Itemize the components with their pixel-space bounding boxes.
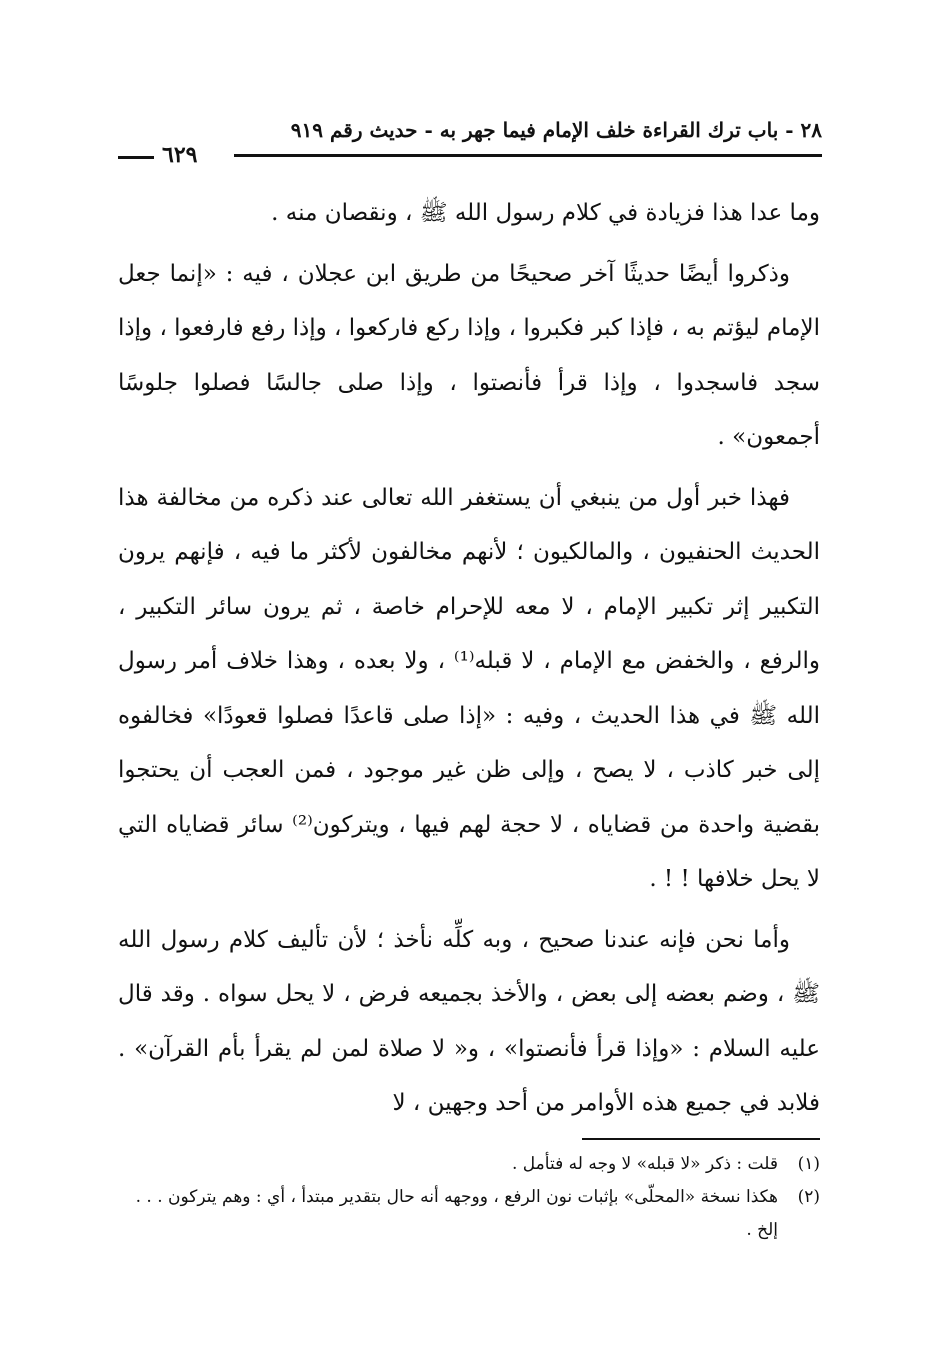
footnote-number: (١): [797, 1154, 820, 1174]
header-rule: [234, 154, 822, 157]
body-text: [118, 186, 820, 1137]
running-header: [118, 118, 822, 166]
footnote-number: (٢): [797, 1187, 820, 1207]
footnote-rule: [582, 1138, 820, 1140]
footnote-2: [118, 1181, 820, 1247]
header-title: ٢٨ - باب ترك القراءة خلف الإمام فيما جهر به - حديث رقم ٩١٩: [290, 118, 822, 142]
paragraph-2: وذكروا أيضًا حديثًا آخر صحيحًا من طريق ابن عجلان ، فيه : «إنما جعل الإمام ليؤتم به ، فإذا كبر فكبروا ، وإذا ركع فاركعوا ، وإذا رفع فارفعوا ، وإذا سجد فاسجدوا ، وإذا قرأ فأنصتوا ، وإذا صلى جالسًا فصلوا جلوسًا أجمعون» .: [118, 260, 820, 450]
footnote-1: [118, 1148, 820, 1181]
paragraph-4: وأما نحن فإنه عندنا صحيح ، وبه كلِّه نأخذ ؛ لأن تأليف كلام رسول الله ﷺ ، وضم بعضه إلى بعض ، والأخذ بجميعه فرض ، لا يحل سواه . وقد قال عليه السلام : «وإذا قرأ فأنصتوا» ، و« لا صلاة لمن لم يقرأ بأم القرآن» . فلابد في جميع هذه الأوامر من أحد وجهين ، لا: [118, 926, 820, 1116]
page-number: ٦٢٩: [162, 142, 198, 168]
footnote-text: قلت : ذكر «لا قبله» لا وجه له فتأمل .: [512, 1154, 778, 1174]
paragraph-3: فهذا خبر أول من ينبغي أن يستغفر الله تعالى عند ذكره من مخالفة هذا الحديث الحنفيون ، والمالكيون ؛ لأنهم مخالفون لأكثر ما فيه ، فإنهم يرون التكبير إثر تكبير الإمام ، لا معه للإحرام خاصة ، ثم يرون سائر التكبير ، والرفع ، والخفض مع الإمام ، لا قبله⁽¹⁾ ، ولا بعده ، وهذا خلاف أمر رسول الله ﷺ في هذا الحديث ، وفيه : «إذا صلى قاعدًا فصلوا قعودًا» فخالفوه إلى خبر كاذب ، لا يصح ، وإلى ظن غير موجود ، فمن العجب أن يحتجوا بقضية واحدة من قضاياه ، لا حجة لهم فيها ، ويتركون⁽²⁾ سائر قضاياه التي لا يحل خلافها ! ! .: [118, 484, 820, 892]
footnote-text: هكذا نسخة «المحلّى» بإثبات نون الرفع ، ووجهه أنه حال بتقدير مبتدأ ، أي : وهم يتركون . . . إلخ .: [135, 1187, 778, 1240]
paragraph-1: وما عدا هذا فزيادة في كلام رسول الله ﷺ ، ونقصان منه .: [271, 200, 820, 226]
footnotes: [118, 1148, 820, 1247]
header-dash: [118, 156, 154, 159]
